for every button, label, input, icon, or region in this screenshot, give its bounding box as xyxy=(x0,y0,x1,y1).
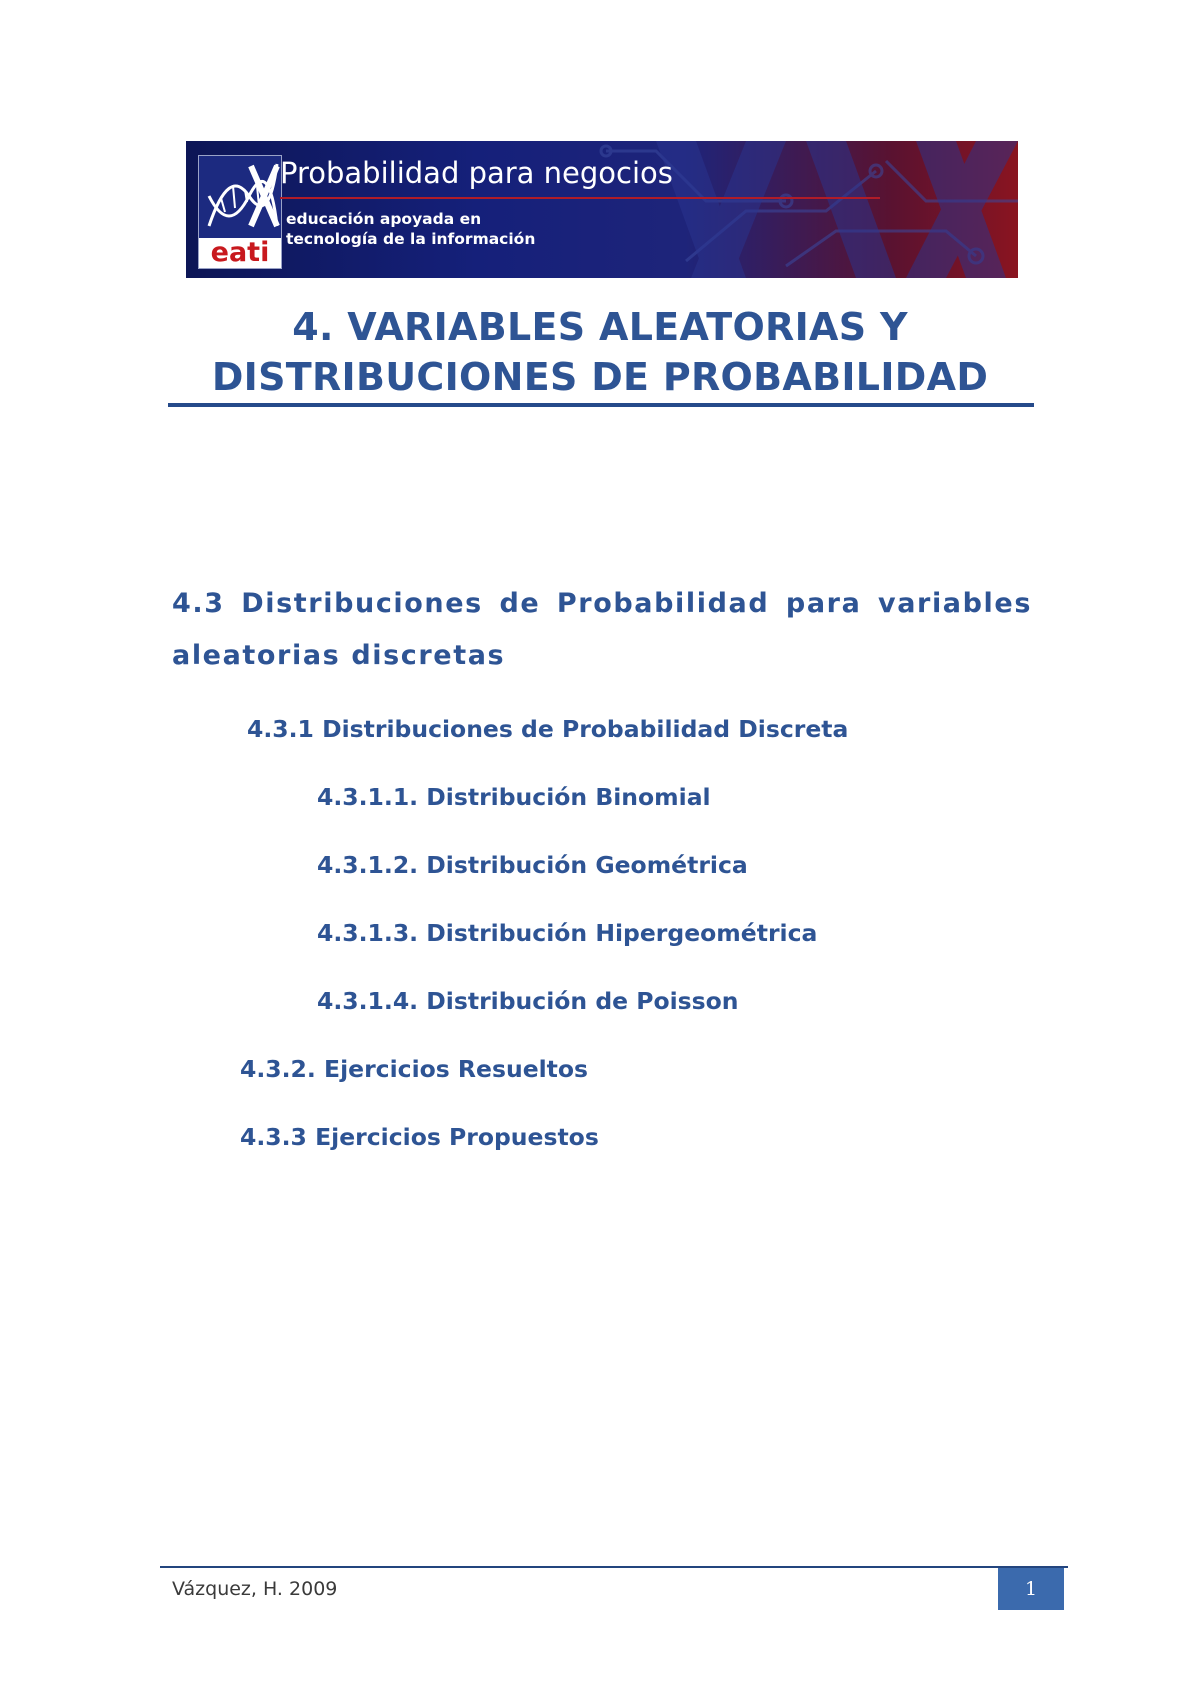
header-banner xyxy=(186,141,1018,278)
banner-subtitle xyxy=(286,209,535,249)
banner-subtitle-line-1: educación apoyada en xyxy=(286,210,482,228)
logo-text: eati xyxy=(199,238,281,268)
toc-item-4-3-1-3: 4.3.1.3. Distribución Hipergeométrica xyxy=(317,919,818,947)
chapter-title-line-1: 4. VARIABLES ALEATORIAS Y xyxy=(292,305,908,349)
page-number: 1 xyxy=(998,1568,1064,1610)
banner-subtitle-line-2: tecnología de la información xyxy=(286,230,536,248)
banner-title: Probabilidad para negocios xyxy=(280,156,673,190)
toc-subsection-4-3-2: 4.3.2. Ejercicios Resueltos xyxy=(240,1055,589,1083)
footer-author: Vázquez, H. 2009 xyxy=(172,1578,338,1600)
chapter-title-underline xyxy=(168,403,1034,407)
dna-helix-icon xyxy=(199,156,281,238)
banner-divider xyxy=(280,197,880,199)
section-heading: 4.3 Distribuciones de Probabilidad para variables aleatorias discretas xyxy=(172,588,1032,671)
chapter-title-line-2: DISTRIBUCIONES DE PROBABILIDAD xyxy=(211,355,989,399)
toc-item-4-3-1-4: 4.3.1.4. Distribución de Poisson xyxy=(317,987,739,1015)
toc-subsection-4-3-3: 4.3.3 Ejercicios Propuestos xyxy=(240,1123,599,1151)
chapter-title xyxy=(166,302,1034,402)
footer-divider xyxy=(160,1566,1068,1568)
toc-item-4-3-1-1: 4.3.1.1. Distribución Binomial xyxy=(317,783,711,811)
eati-logo xyxy=(198,155,282,269)
toc-item-4-3-1-2: 4.3.1.2. Distribución Geométrica xyxy=(317,851,748,879)
toc-subsection-4-3-1: 4.3.1 Distribuciones de Probabilidad Discreta xyxy=(247,715,849,743)
